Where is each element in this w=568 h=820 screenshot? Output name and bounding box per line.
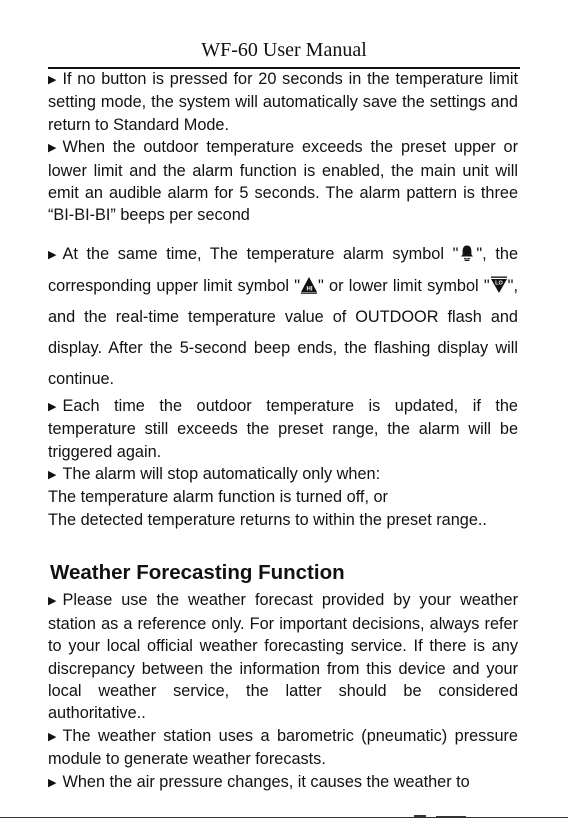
manual-body <box>48 68 518 794</box>
bullet-arrow-icon: ▶ <box>48 469 57 482</box>
upper-limit-hi-icon <box>300 276 318 294</box>
manual-title: WF-60 User Manual <box>201 39 367 61</box>
alarm-trigger-paragraph: ▶ When the outdoor temperature exceeds the preset upper or lower limit and the alarm function is enabled, the main unit will emit an audible alarm for 5 seconds. The alarm pattern is three “BI-BI-BI” beeps per second <box>48 138 518 225</box>
footer-mark <box>436 816 466 818</box>
hi-label: HI <box>306 286 313 293</box>
bullet-arrow-icon: ▶ <box>48 730 57 743</box>
forecast-reference-paragraph: ▶ Please use the weather forecast provided by your weather station as a reference only. For important decisions, always refer to your local official weather forecasting service. If there is any discrepancy between the information from this device and your local weather service, the latter should be considered authoritative.. <box>48 591 518 723</box>
stop-condition-range: The detected temperature returns to within the preset range.. <box>48 510 487 529</box>
update-paragraph: ▶ Each time the outdoor temperature is updated, if the temperature still exceeds the preset range, the alarm will be triggered again. <box>48 396 518 461</box>
forecast-module-paragraph: ▶ The weather station uses a barometric (pneumatic) pressure module to generate weather forecasts. <box>48 726 518 769</box>
footer-mark <box>414 815 426 818</box>
stop-condition-off: The temperature alarm function is turned off, or <box>48 488 388 507</box>
lower-limit-lo-icon <box>490 276 508 294</box>
timeout-paragraph: ▶ If no button is pressed for 20 seconds in the temperature limit setting mode, the system will automatically save the settings and return to Standard Mode. <box>48 70 518 134</box>
bullet-arrow-icon: ▶ <box>48 74 57 86</box>
bullet-arrow-icon: ▶ <box>48 400 57 413</box>
page-header <box>48 37 520 69</box>
alarm-stop-paragraph: ▶ The alarm will stop automatically only when: <box>48 463 518 486</box>
temperature-alarm-bell-icon <box>458 244 476 262</box>
bullet-arrow-icon: ▶ <box>48 595 57 608</box>
alarm-symbol-paragraph: ▶ At the same time, The temperature alarm symbol " ", the corresponding upper limit symbol " HI " or lower limit symbol " LO ", and the real-time temperature value of OUTDOOR flash and display. After the 5-second beep ends, the flashing display will continue. <box>48 239 518 395</box>
air-pressure-paragraph: ▶ When the air pressure changes, it causes the weather to <box>48 771 518 794</box>
bullet-arrow-icon: ▶ <box>48 248 57 261</box>
bullet-arrow-icon: ▶ <box>48 776 57 789</box>
lo-label: LO <box>494 280 503 287</box>
forecast-section-title: Weather Forecasting Function <box>50 561 345 585</box>
bullet-arrow-icon: ▶ <box>48 142 57 155</box>
